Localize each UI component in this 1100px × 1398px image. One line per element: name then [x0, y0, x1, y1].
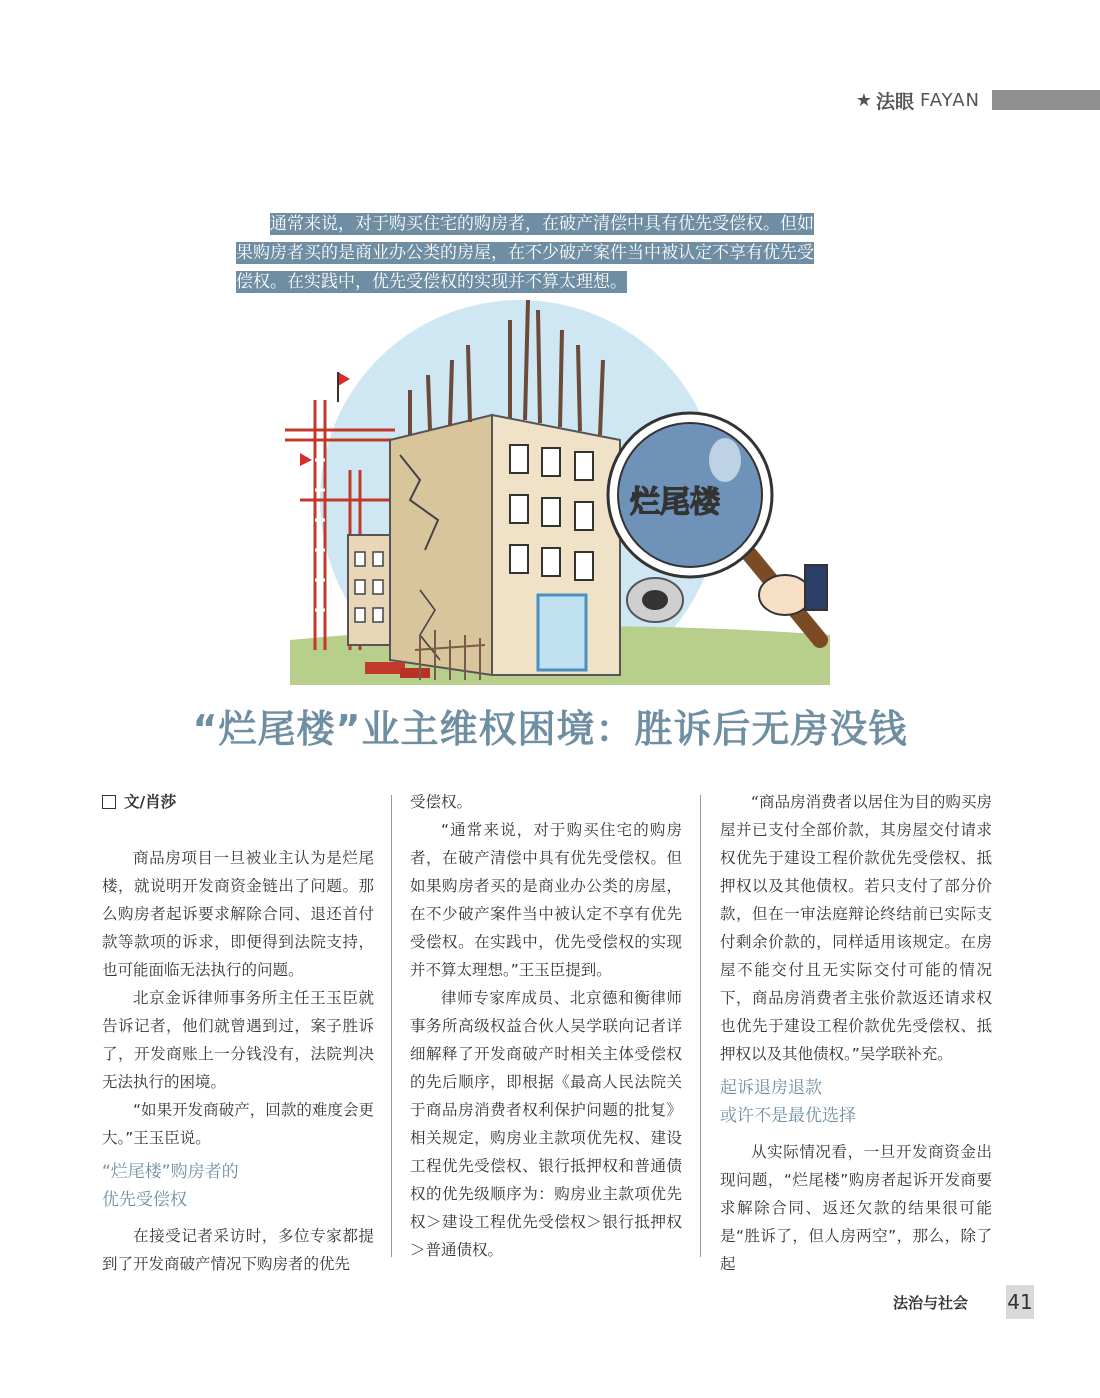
paragraph: “通常来说，对于购买住宅的购房者，在破产清偿中具有优先受偿权。但如果购房者买的是商业办公类的房屋，在不少破产案件当中被认定不享有优先受偿权。在实践中，优先受偿权的实现并不算太理想。”王玉臣提到。 [410, 821, 682, 979]
subheading-line: 或许不是最优选择 [720, 1106, 856, 1126]
paragraph: “如果开发商破产，回款的难度会更大。”王玉臣说。 [102, 1101, 374, 1147]
paragraph: 受偿权。 [410, 793, 473, 811]
header-bar [992, 90, 1100, 110]
article-column-3 [720, 788, 992, 1278]
magazine-title: 法治与社会 [893, 1294, 969, 1312]
column-divider [391, 795, 392, 1257]
byline-text: 文/肖莎 [124, 793, 177, 811]
section-header [856, 88, 1100, 112]
column-divider [700, 795, 701, 1257]
page-number: 41 [1006, 1285, 1034, 1319]
magnifier-label: 烂尾楼 [630, 485, 720, 520]
subheading [102, 1158, 374, 1214]
article-column-2 [410, 788, 682, 1264]
subheading-line: 起诉退房退款 [720, 1078, 822, 1098]
pull-quote-text: 通常来说，对于购买住宅的购房者，在破产清偿中具有优先受偿权。但如果购房者买的是商业办公类的房屋，在不少破产案件当中被认定不享有优先受偿权。在实践中，优先受偿权的实现并不算太理想。 [236, 214, 814, 292]
paragraph: 从实际情况看，一旦开发商资金出现问题，“烂尾楼”购房者起诉开发商要求解除合同、返还欠款的结果很可能是“胜诉了，但人房两空”，那么，除了起 [720, 1143, 992, 1273]
byline [102, 788, 374, 816]
paragraph: 律师专家库成员、北京德和衡律师事务所高级权益合伙人吴学联向记者详细解释了开发商破产时相关主体受偿权的先后顺序，即根据《最高人民法院关于商品房消费者权利保护问题的批复》相关规定，购房业主款项优先权、建设工程优先受偿权、银行抵押权和普通债权的优先级顺序为：购房业主款项优先权＞建设工程优先受偿权＞银行抵押权＞普通债权。 [410, 989, 682, 1259]
section-title-cn: 法眼 [875, 90, 914, 113]
article-headline: “烂尾楼”业主维权困境：胜诉后无房没钱 [192, 707, 908, 751]
paragraph: 商品房项目一旦被业主认为是烂尾楼，就说明开发商资金链出了问题。那么购房者起诉要求解除合同、退还首付款等款项的诉求，即便得到法院支持，也可能面临无法执行的问题。 [102, 849, 374, 979]
unfinished-building-illustration [270, 290, 830, 685]
section-title-en: FAYAN [920, 89, 980, 111]
subheading [720, 1074, 992, 1130]
square-icon [102, 795, 116, 809]
subheading-line: 优先受偿权 [102, 1190, 187, 1210]
paragraph: 在接受记者采访时，多位专家都提到了开发商破产情况下购房者的优先 [102, 1227, 374, 1273]
paragraph: “商品房消费者以居住为目的购买房屋并已支付全部价款，其房屋交付请求权优先于建设工程价款优先受偿权、抵押权以及其他债权。若只支付了部分价款，但在一审法庭辩论终结前已实际支付剩余价款的，同样适用该规定。在房屋不能交付且无实际交付可能的情况下，商品房消费者主张价款返还请求权也优先于建设工程价款优先受偿权、抵押权以及其他债权。”吴学联补充。 [720, 793, 992, 1063]
subheading-line: “烂尾楼”购房者的 [102, 1162, 239, 1182]
pull-quote [236, 210, 826, 297]
article-column-1 [102, 788, 374, 1278]
paragraph: 北京金诉律师事务所主任王玉臣就告诉记者，他们就曾遇到过，案子胜诉了，开发商账上一分钱没有，法院判决无法执行的困境。 [102, 989, 374, 1091]
star-icon: ★ [855, 89, 872, 111]
